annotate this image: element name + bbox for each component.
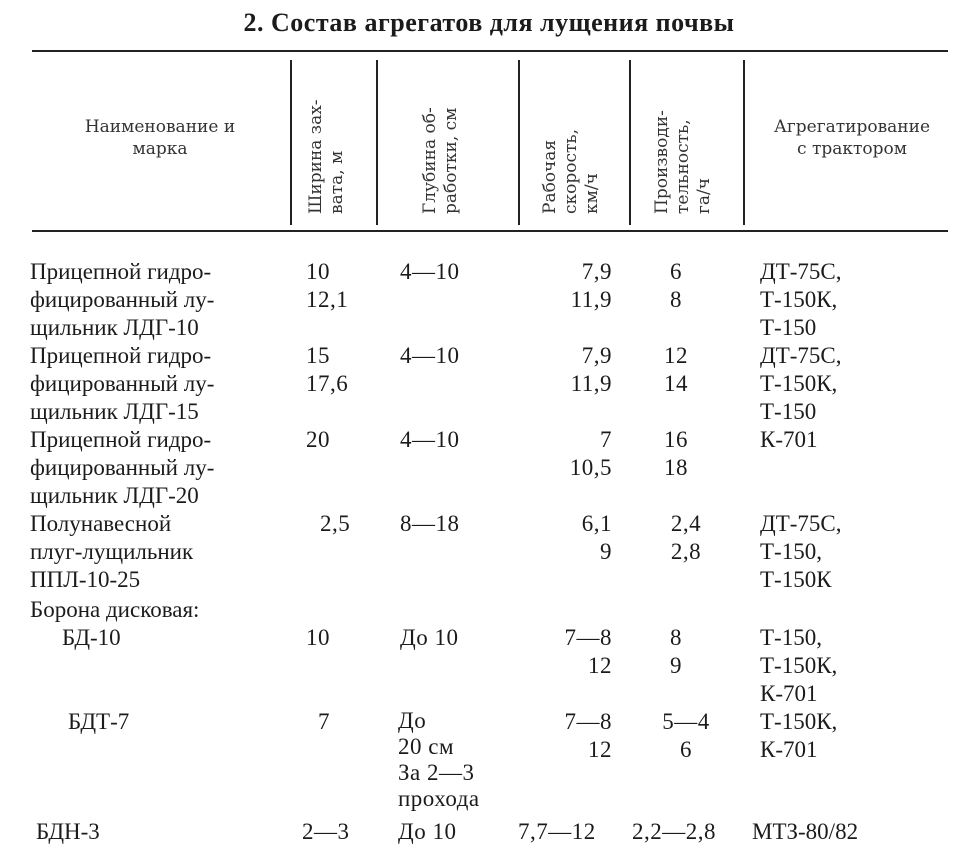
table-row-productivity: 2,4 2,8 (670, 511, 702, 564)
table-row-tractor: Т-150, Т-150К, К-701 (760, 625, 838, 706)
table-row-name: Полунавесной плуг-лущильник ППЛ-10-25 (30, 511, 194, 592)
table-row-productivity: 12 14 (664, 343, 688, 396)
header-name (40, 116, 280, 160)
table-row-name: Прицепной гидро- фицированный лу- щильник ЛДГ-10 (30, 259, 215, 340)
header-separator (629, 60, 631, 225)
header-separator (743, 60, 745, 225)
header-depth (420, 107, 462, 214)
table-row-depth: 4—10 (400, 427, 460, 452)
table-row-productivity: 2,2—2,8 (632, 819, 716, 844)
table-row-name: Прицепной гидро- фицированный лу- щильник ЛДГ-15 (30, 343, 215, 424)
header-width-line: Ширина зах- (306, 99, 326, 214)
table-row-depth: 8—18 (400, 511, 460, 536)
header-speed-line: скорость, (561, 128, 581, 214)
table-row-productivity: 16 18 (664, 427, 688, 480)
header-tractor (752, 116, 952, 160)
header-speed-line: Рабочая (540, 139, 560, 214)
table-row-speed: 7,7—12 (518, 819, 596, 844)
table-row-tractor: Т-150К, К-701 (760, 709, 838, 762)
table-row-productivity: 5—4 6 (662, 709, 710, 762)
table-row-depth: До 20 см За 2—3 прохода (398, 708, 480, 811)
header-speed-line: км/ч (582, 173, 602, 214)
table-row-depth: 4—10 (400, 343, 460, 368)
header-width-line: вата, м (327, 150, 347, 214)
table-row-depth: До 10 (400, 625, 459, 650)
header-productivity-line: тельность, (673, 119, 693, 214)
table-row-tractor: МТЗ-80/82 (752, 819, 859, 844)
header-width (306, 99, 348, 214)
table-row-width: 7 (318, 709, 330, 734)
table-row-width: 15 17,6 (306, 343, 349, 396)
header-top-rule (32, 50, 948, 52)
table-row-speed: 7,9 11,9 (570, 259, 612, 312)
table-row-width: 10 12,1 (306, 259, 349, 312)
table-row-tractor: ДТ-75С, Т-150К, Т-150 (760, 259, 842, 340)
table-group-heading: Борона дисковая: (30, 597, 200, 622)
header-name-line: марка (132, 139, 188, 159)
table-row-width: 20 (306, 427, 330, 452)
table-title: 2. Состав агрегатов для лущения почвы (243, 8, 735, 37)
table-row-width: 2—3 (302, 819, 350, 844)
table-row-width: 10 (306, 625, 330, 650)
table-row-name: БДТ-7 (68, 709, 130, 734)
table-row-productivity: 6 8 (670, 259, 682, 312)
table-row-tractor: К-701 (760, 427, 818, 452)
table-row-tractor: ДТ-75С, Т-150, Т-150К (760, 511, 842, 592)
table-row-speed: 7 10,5 (569, 427, 612, 480)
table-row-speed: 6,1 9 (581, 511, 612, 564)
header-name-line: Наименование и (84, 117, 236, 137)
table-row-speed: 7—8 12 (564, 625, 612, 678)
table-row-speed: 7—8 12 (564, 709, 612, 762)
header-separator (290, 60, 292, 225)
header-speed (540, 129, 603, 214)
table-row-speed: 7,9 11,9 (570, 343, 612, 396)
header-tractor-line: Агрегатирование (773, 117, 931, 137)
table-row-tractor: ДТ-75С, Т-150К, Т-150 (760, 343, 842, 424)
table-row-name: БД-10 (62, 625, 121, 650)
header-productivity-line: Производи- (652, 110, 672, 214)
header-separator (518, 60, 520, 225)
header-productivity (652, 110, 715, 214)
header-depth-line: Глубина об- (420, 107, 440, 214)
table-row-depth: До 10 (398, 819, 457, 844)
table-row-productivity: 8 9 (670, 625, 682, 678)
table-row-depth: 4—10 (400, 259, 460, 284)
header-separator (376, 60, 378, 225)
header-depth-line: работки, см (441, 107, 461, 214)
header-bottom-rule (32, 230, 948, 232)
header-productivity-line: га/ч (694, 177, 714, 214)
table-row-name: Прицепной гидро- фицированный лу- щильник ЛДГ-20 (30, 427, 215, 508)
header-tractor-line: с трактором (797, 139, 907, 159)
table-row-name: БДН-3 (36, 819, 100, 844)
table-row-width: 2,5 (320, 511, 351, 536)
